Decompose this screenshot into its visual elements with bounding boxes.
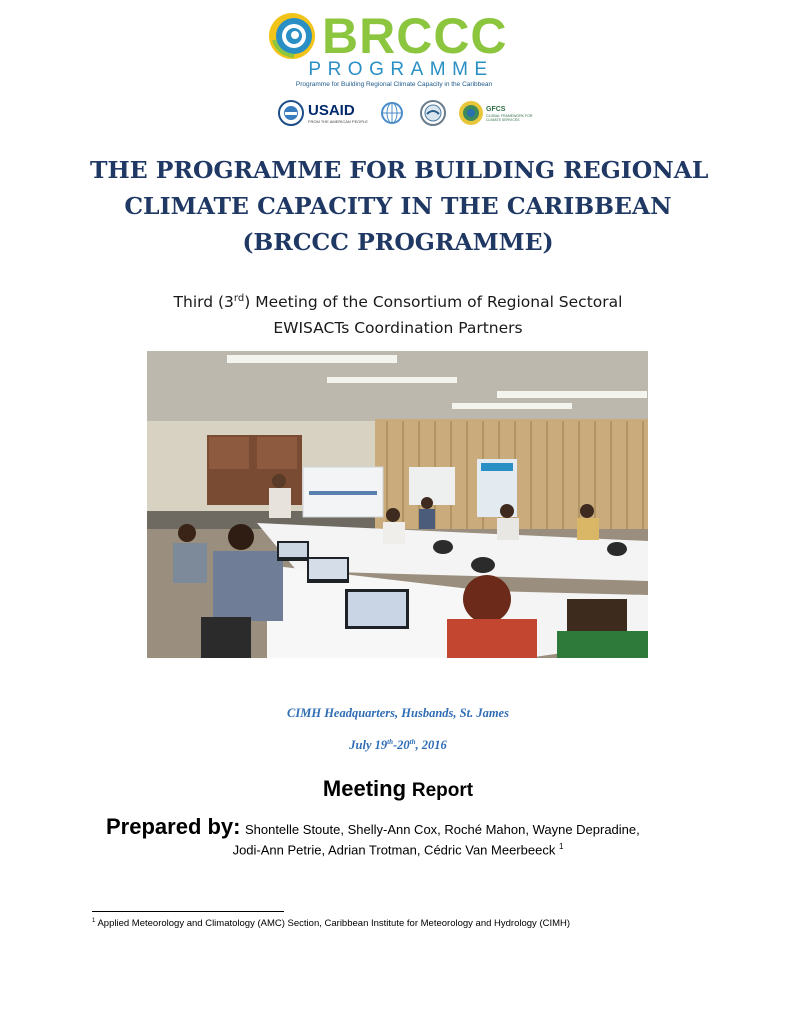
report-heading-word-2: Report [411,780,474,801]
footnote [92,918,732,929]
date-start: July 19 [349,738,388,753]
gfcs-logo-text: GFCS [486,106,506,113]
usaid-logo: USAID [308,102,355,119]
meeting-photo [147,351,648,658]
cdema-seal-icon [420,100,446,126]
subtitle-line-1 [90,286,706,315]
date-end: -20 [392,738,410,753]
subtitle-ordinal: rd [233,293,245,304]
title-line-1: THE PROGRAMME FOR BUILDING REGIONAL [90,156,709,184]
partner-logos [278,100,538,130]
meeting-location: CIMH Headquarters, Husbands, St. James [287,706,509,720]
footnote-text: Applied Meteorology and Climatology (AMC) Section, Caribbean Institute for Meteorology and Hydrology (CIMH) [97,918,571,930]
meeting-subtitle [90,286,706,341]
footnote-reference[interactable]: 1 [558,842,564,851]
date-year: , 2016 [415,738,447,753]
footnote-divider [92,911,284,912]
prepared-by [106,814,706,840]
usaid-tagline: FROM THE AMERICAN PEOPLE [308,119,368,124]
cimh-seal-icon [278,100,304,126]
subtitle-line-1-post: ) Meeting of the Consortium of Regional Sectoral [244,293,623,312]
un-wmo-emblem-icon [380,100,404,126]
meeting-date [0,738,796,753]
logo-subtitle: PROGRAMME [308,59,494,80]
authors-line-2: Jodi-Ann Petrie, Adrian Trotman, Cédric Van Meerbeeck [232,842,556,858]
gfcs-logo-icon [458,100,484,126]
logo-tagline: Programme for Building Regional Climate Capacity in the Caribbean [295,81,493,88]
report-heading [0,776,796,802]
footnote-marker: 1 [92,918,96,924]
logo-wordmark: BRCCC [322,8,508,64]
swirl-logo-icon [264,10,320,60]
brccc-logo [262,8,526,90]
meeting-photo-illustration [147,351,648,658]
report-heading-word-1: Meeting [322,776,407,801]
document-title [90,152,709,260]
subtitle-line-1-pre: Third (3 [173,293,234,312]
title-line-2: CLIMATE CAPACITY IN THE CARIBBEAN [124,192,672,220]
gfcs-tagline: GLOBAL FRAMEWORK FOR CLIMATE SERVICES [486,114,533,122]
subtitle-line-2: EWISACTs Coordination Partners [273,319,523,338]
prepared-by-label: Prepared by: [106,814,241,839]
authors-line-2-container [0,842,796,857]
date-end-suffix: th [409,738,416,746]
date-start-suffix: th [387,738,393,746]
authors-line-1: Shontelle Stoute, Shelly-Ann Cox, Roché Mahon, Wayne Depradine, [244,822,640,837]
title-line-3: (BRCCC PROGRAMME) [242,228,554,256]
